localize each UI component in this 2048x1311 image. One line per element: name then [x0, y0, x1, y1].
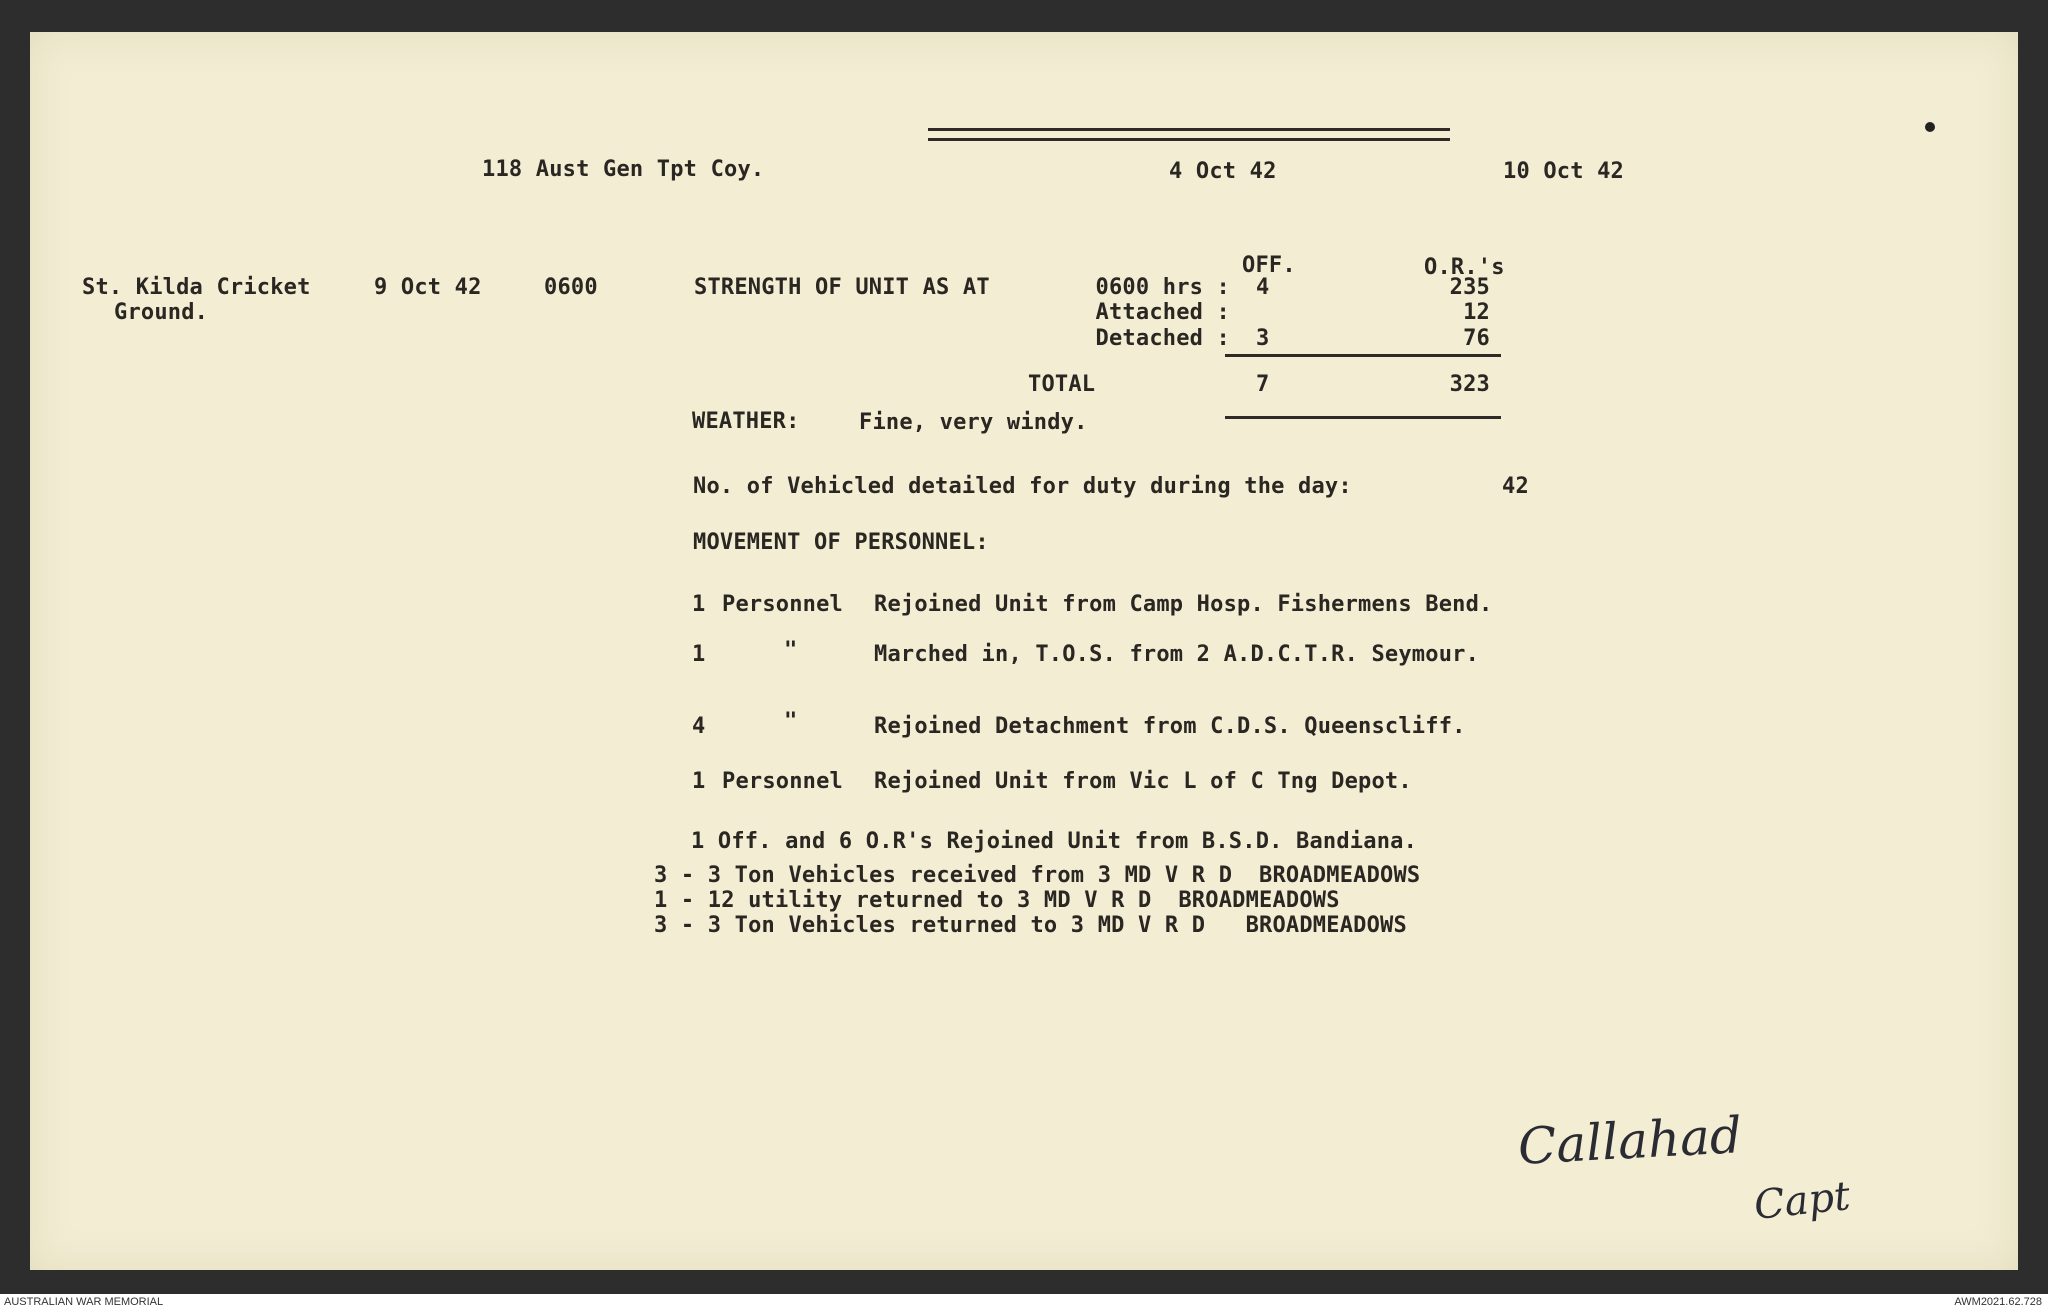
movement-heading: MOVEMENT OF PERSONNEL:	[693, 530, 989, 555]
weather-value: Fine, very windy.	[859, 410, 1088, 435]
footer-archive-name: AUSTRALIAN WAR MEMORIAL	[4, 1296, 164, 1308]
place-line-2: Ground.	[114, 300, 209, 325]
strength-subtotal-rule	[1225, 354, 1501, 357]
archive-footer	[0, 1294, 2048, 1311]
place-line-1: St. Kilda Cricket	[82, 275, 311, 300]
signature-rank: Capt	[1751, 1173, 1853, 1229]
strength-label-attached: Attached :	[1095, 300, 1230, 325]
paper-ink-spot	[1925, 122, 1935, 132]
vehicle-movement-1: 3 - 3 Ton Vehicles received from 3 MD V R D BROADMEADOWS	[654, 863, 1421, 888]
period-start: 4 Oct 42	[1169, 159, 1277, 184]
strength-total-off: 7	[1256, 372, 1270, 397]
movement-count-3: 4	[692, 714, 706, 739]
vehicles-label: No. of Vehicled detailed for duty during the day:	[693, 474, 1352, 499]
vehicles-value: 42	[1502, 474, 1529, 499]
movement-detail-2: Marched in, T.O.S. from 2 A.D.C.T.R. Seymour.	[874, 642, 1480, 667]
strength-total-label: TOTAL	[1028, 372, 1096, 397]
movement-subject-2: "	[784, 638, 798, 663]
footer-item-id: AWM2021.62.728	[1954, 1296, 2042, 1308]
movement-count-4: 1	[692, 769, 706, 794]
movement-detail-4: Rejoined Unit from Vic L of C Tng Depot.	[874, 769, 1412, 794]
strength-off-0600: 4	[1256, 275, 1270, 300]
strength-or-attached: 12	[1463, 300, 1490, 325]
col-or-header: O.R.'s	[1424, 255, 1505, 280]
weather-label: WEATHER:	[692, 409, 800, 434]
period-end: 10 Oct 42	[1503, 159, 1625, 184]
movement-subject-3: "	[784, 709, 798, 734]
col-off-header: OFF.	[1242, 253, 1296, 278]
unit-name: 118 Aust Gen Tpt Coy.	[482, 157, 765, 182]
top-double-rule-lower	[928, 138, 1450, 141]
movement-subject-1: Personnel	[722, 592, 844, 617]
strength-total-rule	[1225, 416, 1501, 419]
movement-line-5: 1 Off. and 6 O.R's Rejoined Unit from B.S.D. Bandiana.	[691, 829, 1418, 854]
movement-count-1: 1	[692, 592, 706, 617]
entry-time: 0600	[544, 275, 598, 300]
strength-or-detached: 76	[1463, 326, 1490, 351]
strength-total-or: 323	[1449, 372, 1490, 397]
movement-count-2: 1	[692, 642, 706, 667]
vehicle-movement-3: 3 - 3 Ton Vehicles returned to 3 MD V R D BROADMEADOWS	[654, 913, 1407, 938]
movement-detail-3: Rejoined Detachment from C.D.S. Queenscliff.	[874, 714, 1466, 739]
top-double-rule-upper	[928, 128, 1450, 131]
strength-label-0600: 0600 hrs :	[1095, 275, 1230, 300]
vehicle-movement-2: 1 - 12 utility returned to 3 MD V R D BROADMEADOWS	[654, 888, 1340, 913]
movement-detail-1: Rejoined Unit from Camp Hosp. Fishermens Bend.	[874, 592, 1493, 617]
strength-heading: STRENGTH OF UNIT AS AT	[694, 275, 990, 300]
entry-date: 9 Oct 42	[374, 275, 482, 300]
strength-off-detached: 3	[1256, 326, 1270, 351]
diary-page	[30, 32, 2018, 1270]
signature: Callahad	[1516, 1106, 1744, 1176]
movement-subject-4: Personnel	[722, 769, 844, 794]
strength-label-detached: Detached :	[1095, 326, 1230, 351]
strength-or-0600: 235	[1449, 275, 1490, 300]
